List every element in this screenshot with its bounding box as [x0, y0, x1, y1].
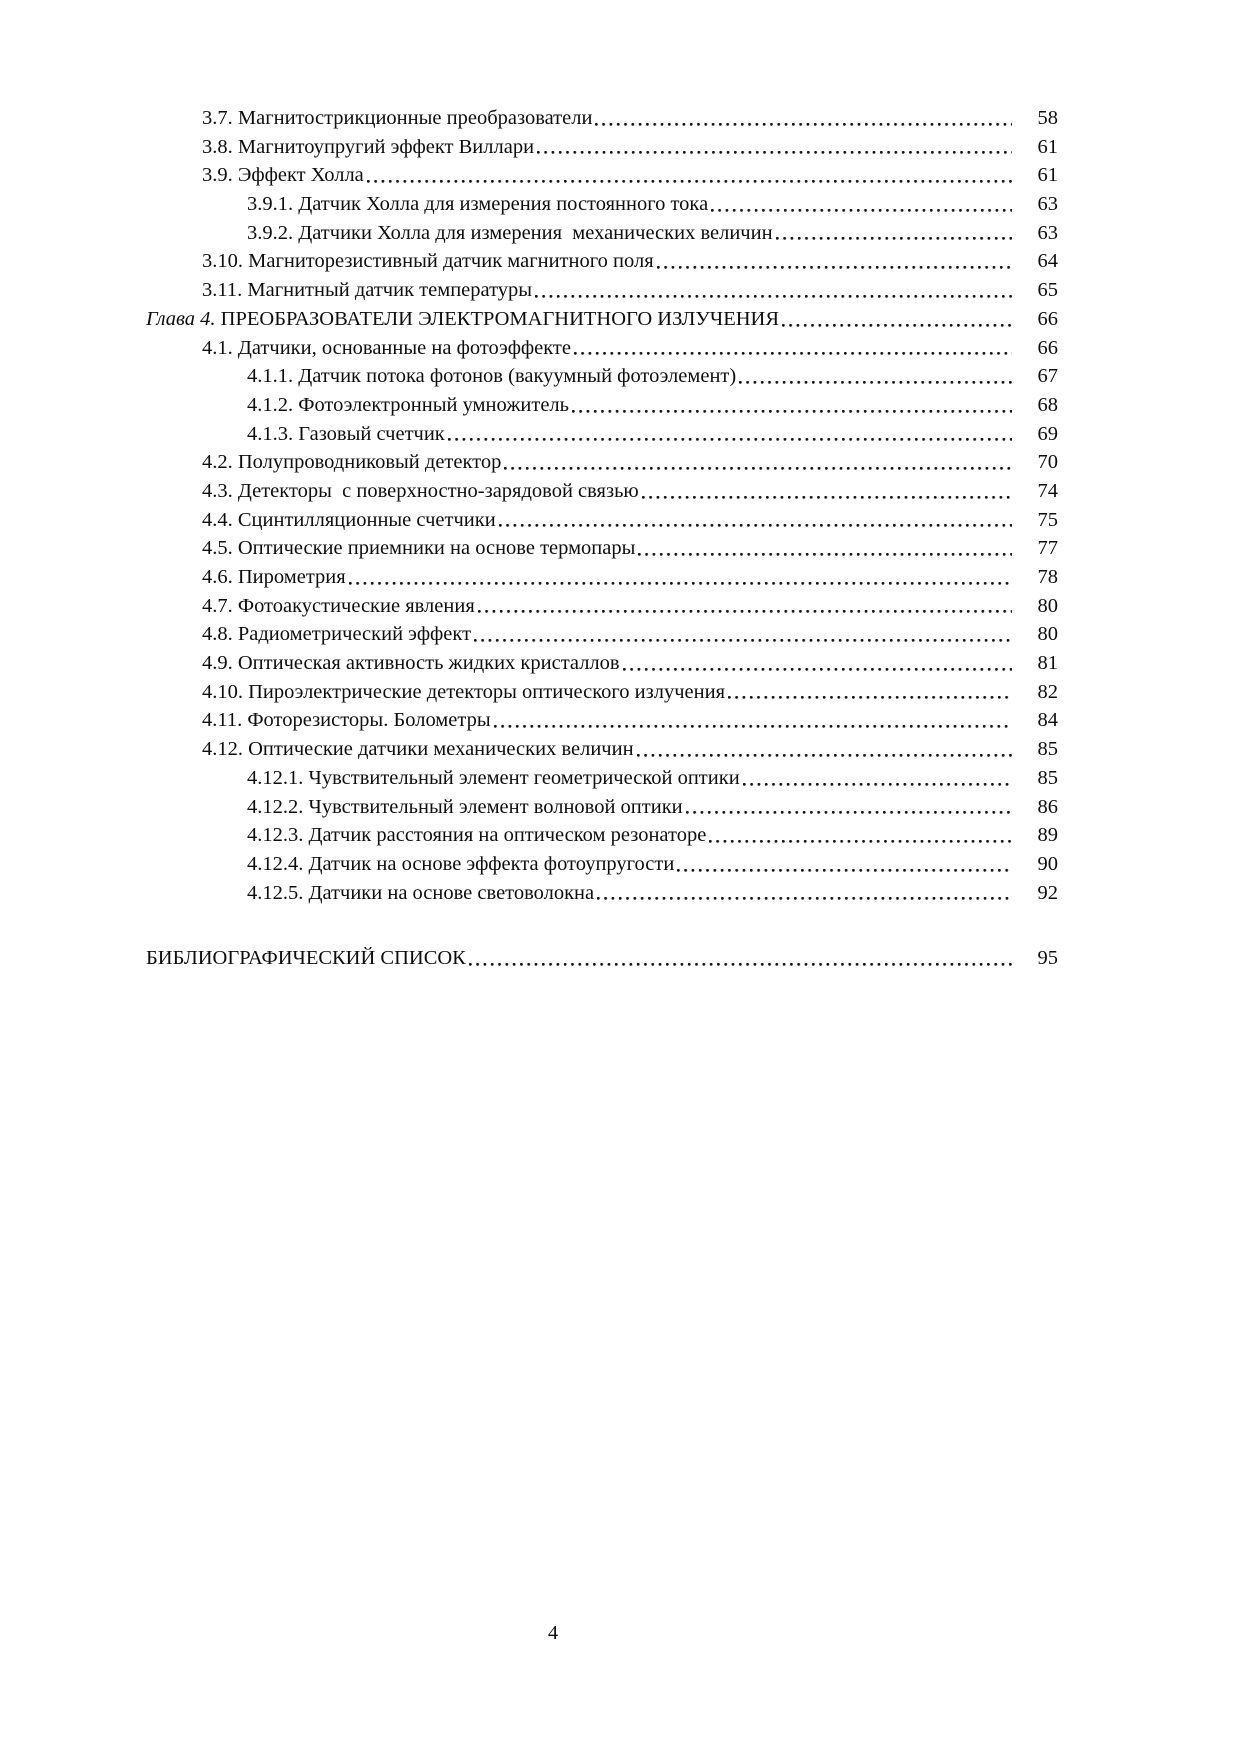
toc-entry-page-number: 58: [1037, 107, 1058, 129]
dot-leader: [594, 879, 1014, 908]
toc-entry-label: 3.9.2. Датчики Холла для измерения механических величин: [247, 221, 773, 244]
toc-entry: [146, 104, 1058, 133]
dot-leader: [471, 620, 1014, 649]
dot-leader: [725, 678, 1014, 707]
toc-entry-chapter-prefix: Глава 4.: [146, 307, 216, 330]
dot-leader: [346, 563, 1014, 592]
toc-entry: [146, 161, 1058, 190]
toc-entry-page-number: 84: [1037, 709, 1058, 732]
dot-leader: [779, 305, 1014, 334]
dot-leader: [592, 104, 1014, 133]
toc-entry-page-number: 64: [1037, 250, 1058, 273]
toc-entry-page-number: 95: [1037, 947, 1058, 970]
dot-leader: [571, 334, 1014, 363]
toc-entry-label: 4.3. Детекторы с поверхностно-зарядовой связью: [202, 479, 639, 502]
toc-entry-label: 4.12.5. Датчики на основе световолокна: [247, 881, 595, 904]
toc-entry: [146, 305, 1058, 334]
toc-entry-label: 4.5. Оптические приемники на основе термопары: [202, 537, 636, 560]
dot-leader: [773, 219, 1014, 248]
toc-entry: [146, 219, 1058, 248]
toc-entry-page-number: 67: [1037, 365, 1058, 388]
toc-entry-label: ПРЕОБРАЗОВАТЕЛИ ЭЛЕКТРОМАГНИТНОГО ИЗЛУЧЕНИЯ: [215, 307, 780, 330]
dot-leader: [639, 477, 1014, 506]
toc-entry-page-number: 92: [1037, 881, 1058, 904]
toc-entry-label: 3.11. Магнитный датчик температуры: [202, 279, 533, 302]
toc-entry-page-number: 85: [1037, 766, 1058, 789]
toc-entry-page-number: 63: [1037, 221, 1058, 244]
toc-entry-label: 4.12.2. Чувствительный элемент волновой оптики: [247, 795, 683, 818]
toc-entry-page-number: 85: [1037, 738, 1058, 761]
dot-leader: [635, 534, 1014, 563]
dot-leader: [740, 764, 1014, 793]
dot-leader: [683, 793, 1014, 822]
toc-entry: [146, 276, 1058, 305]
dot-leader: [364, 161, 1014, 190]
toc-entry-label: 4.1.1. Датчик потока фотонов (вакуумный фотоэлемент): [247, 365, 737, 388]
toc-entry-page-number: 70: [1037, 451, 1058, 474]
toc-entry-label: 4.10. Пироэлектрические детекторы оптического излучения: [202, 680, 726, 703]
toc-entry-page-number: 75: [1037, 508, 1058, 531]
toc-entry-label: 4.9. Оптическая активность жидких кристаллов: [202, 652, 620, 675]
toc-entry-page-number: 65: [1037, 279, 1058, 302]
toc-entry: [146, 420, 1058, 449]
dot-leader: [501, 448, 1014, 477]
toc-entry-label: 4.1.3. Газовый счетчик: [247, 422, 445, 445]
toc-entry: [146, 133, 1058, 162]
toc-entry-label: 4.2. Полупроводниковый детектор: [202, 451, 502, 474]
dot-leader: [706, 821, 1014, 850]
toc-entry-page-number: 69: [1037, 422, 1058, 445]
toc-entry-page-number: 78: [1037, 566, 1058, 588]
toc-entry-label: 3.9. Эффект Холла: [202, 164, 364, 187]
toc-entry-label: БИБЛИОГРАФИЧЕСКИЙ СПИСОК: [146, 947, 466, 970]
toc-entry: [146, 592, 1058, 621]
toc-entry-label: 3.9.1. Датчик Холла для измерения постоянного тока: [247, 193, 709, 216]
toc-entry-label: 4.7. Фотоакустические явления: [202, 594, 475, 617]
toc-entry-page-number: 90: [1037, 852, 1058, 875]
toc-entry-label: 4.12.3. Датчик расстояния на оптическом резонаторе: [247, 824, 707, 847]
toc-entry-label: 4.12.1. Чувствительный элемент геометрической оптики: [247, 766, 740, 789]
toc-entry: [146, 678, 1058, 707]
toc-entry: [146, 879, 1058, 908]
toc-entry: [146, 649, 1058, 678]
toc-entry: [146, 793, 1058, 822]
dot-leader: [445, 420, 1014, 449]
toc-entry: [146, 620, 1058, 649]
dot-leader: [674, 850, 1014, 879]
toc-entry: [146, 764, 1058, 793]
page-number-footer: 4: [547, 1622, 559, 1644]
toc-entry-label: 4.12.4. Датчик на основе эффекта фотоупругости: [247, 852, 675, 875]
dot-leader: [534, 133, 1014, 162]
toc-entry: [146, 391, 1058, 420]
toc-entry-label: 4.6. Пирометрия: [202, 566, 346, 588]
toc-entry-page-number: 61: [1037, 135, 1058, 158]
toc-entry-page-number: 80: [1037, 594, 1058, 617]
dot-leader: [496, 506, 1014, 535]
toc-entry-page-number: 82: [1037, 680, 1058, 703]
toc-entry-page-number: 86: [1037, 795, 1058, 818]
toc-entry-label: 4.12. Оптические датчики механических величин: [202, 738, 634, 761]
toc-entry-label: 3.8. Магнитоупругий эффект Виллари: [202, 135, 535, 158]
dot-leader: [569, 391, 1014, 420]
toc-entry-page-number: 66: [1037, 307, 1058, 330]
toc-entry: [146, 362, 1058, 391]
toc-entry-label: 3.7. Магнитострикционные преобразователи: [202, 107, 593, 129]
toc-entry: [146, 821, 1058, 850]
toc-entry-page-number: 68: [1037, 393, 1058, 416]
toc-entry: [146, 247, 1058, 276]
dot-leader: [708, 190, 1014, 219]
toc-entry-page-number: 80: [1037, 623, 1058, 646]
toc-entry: [146, 850, 1058, 879]
toc-entry: [146, 563, 1058, 592]
toc-entry-page-number: 63: [1037, 193, 1058, 216]
toc-entry: [146, 706, 1058, 735]
dot-leader: [736, 362, 1014, 391]
toc-entry-label: 4.1.2. Фотоэлектронный умножитель: [247, 393, 570, 416]
toc-entry-label: 4.1. Датчики, основанные на фотоэффекте: [202, 336, 571, 359]
toc-entry-page-number: 66: [1037, 336, 1058, 359]
toc-entry: [146, 448, 1058, 477]
toc-entry-label: 4.11. Фоторезисторы. Болометры: [202, 709, 491, 732]
toc-entry: [146, 190, 1058, 219]
dot-leader: [532, 276, 1014, 305]
toc-entry: [146, 506, 1058, 535]
toc-entry-page-number: 89: [1037, 824, 1058, 847]
dot-leader: [654, 247, 1014, 276]
dot-leader: [620, 649, 1014, 678]
table-of-contents: [146, 104, 1058, 973]
toc-entry-page-number: 77: [1037, 537, 1058, 560]
toc-entry-page-number: 74: [1037, 479, 1058, 502]
toc-entry: [146, 735, 1058, 764]
toc-entry-page-number: 61: [1037, 164, 1058, 187]
dot-leader: [491, 706, 1014, 735]
toc-entry-label: 4.8. Радиометрический эффект: [202, 623, 472, 646]
toc-entry-label: 3.10. Магниторезистивный датчик магнитного поля: [202, 250, 654, 273]
toc-entry: [146, 477, 1058, 506]
dot-leader: [634, 735, 1014, 764]
toc-entry: [146, 534, 1058, 563]
dot-leader: [475, 592, 1014, 621]
toc-entry-label: 4.4. Сцинтилляционные счетчики: [202, 508, 496, 531]
toc-entry: [146, 944, 1058, 973]
dot-leader: [466, 944, 1014, 973]
toc-entry-page-number: 81: [1037, 652, 1058, 675]
toc-entry: [146, 334, 1058, 363]
